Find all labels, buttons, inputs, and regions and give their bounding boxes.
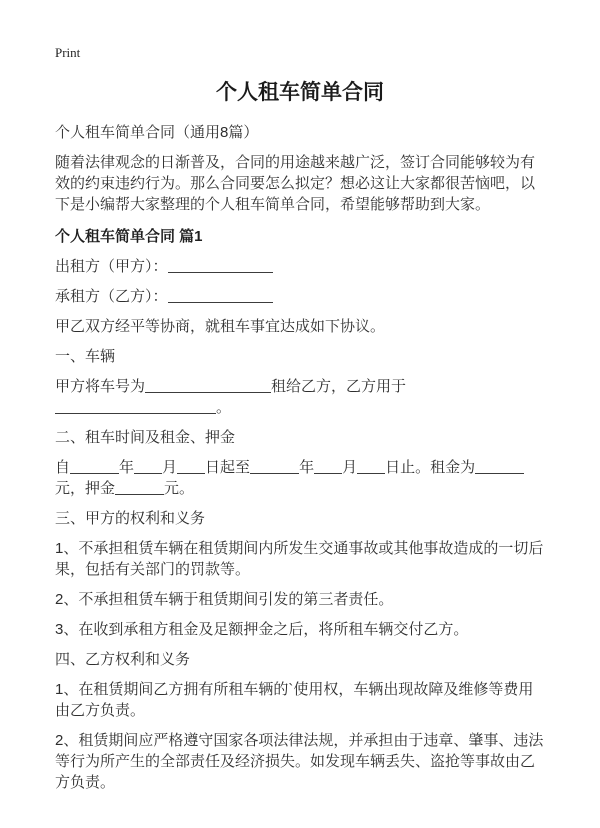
section-heading: 个人租车简单合同 篇1 xyxy=(55,228,203,245)
fill-in-blank xyxy=(475,461,524,474)
paragraph: 二、租车时间及租金、押金 xyxy=(55,429,236,446)
paragraph: 3、在收到承租方租金及足额押金之后，将所租车辆交付乙方。 xyxy=(55,621,469,638)
paragraph: 承租方（乙方）： xyxy=(55,286,545,307)
fill-in-blank xyxy=(55,401,216,414)
paragraph: 四、乙方权利和义务 xyxy=(55,651,191,668)
paragraph: 自 年 月 日起至 年 月 日止。租金为 元，押金 元。 xyxy=(55,457,545,499)
fill-in-blank xyxy=(168,290,273,303)
paragraph: 一、车辆 xyxy=(55,348,116,365)
fill-in-blank xyxy=(70,461,119,474)
paragraph: 出租方（甲方）： xyxy=(55,256,545,277)
paragraph: 2、不承担租赁车辆于租赁期间引发的第三者责任。 xyxy=(55,591,394,608)
fill-in-blank xyxy=(168,260,273,273)
fill-in-blank xyxy=(177,461,205,474)
fill-in-blank xyxy=(145,380,271,393)
fill-in-blank xyxy=(357,461,385,474)
paragraph: 2、租赁期间应严格遵守国家各项法律法规，并承担由于违章、肇事、违法等行为所产生的全部责任及经济损失。如发现车辆丢失、盗抢等事故由乙方负责。 xyxy=(55,732,544,791)
fill-in-blank xyxy=(134,461,162,474)
page-title: 个人租车简单合同 xyxy=(216,81,384,104)
paragraph: 1、不承担租赁车辆在租赁期间内所发生交通事故或其他事故造成的一切后果，包括有关部门的罚款等。 xyxy=(55,540,544,578)
paragraph: 1、在租赁期间乙方拥有所租车辆的`使用权，车辆出现故障及维修等费用由乙方负责。 xyxy=(55,681,534,719)
paragraph: 随着法律观念的日渐普及，合同的用途越来越广泛，签订合同能够较为有效的约束违约行为。那么合同要怎么拟定？想必这让大家都很苦恼吧，以下是小编帮大家整理的个人租车简单合同，希望能够帮助到大家。 xyxy=(55,154,536,213)
fill-in-blank xyxy=(250,461,299,474)
paragraph: 甲方将车号为 租给乙方，乙方用于 。 xyxy=(55,378,407,416)
document-body xyxy=(55,152,545,793)
paragraph: 甲乙双方经平等协商，就租车事宜达成如下协议。 xyxy=(55,318,386,335)
paragraph: 三、甲方的权利和义务 xyxy=(55,510,206,527)
print-button[interactable]: Print xyxy=(55,45,81,60)
fill-in-blank xyxy=(314,461,342,474)
fill-in-blank xyxy=(115,482,164,495)
document-subtitle: 个人租车简单合同（通用8篇） xyxy=(55,124,259,141)
